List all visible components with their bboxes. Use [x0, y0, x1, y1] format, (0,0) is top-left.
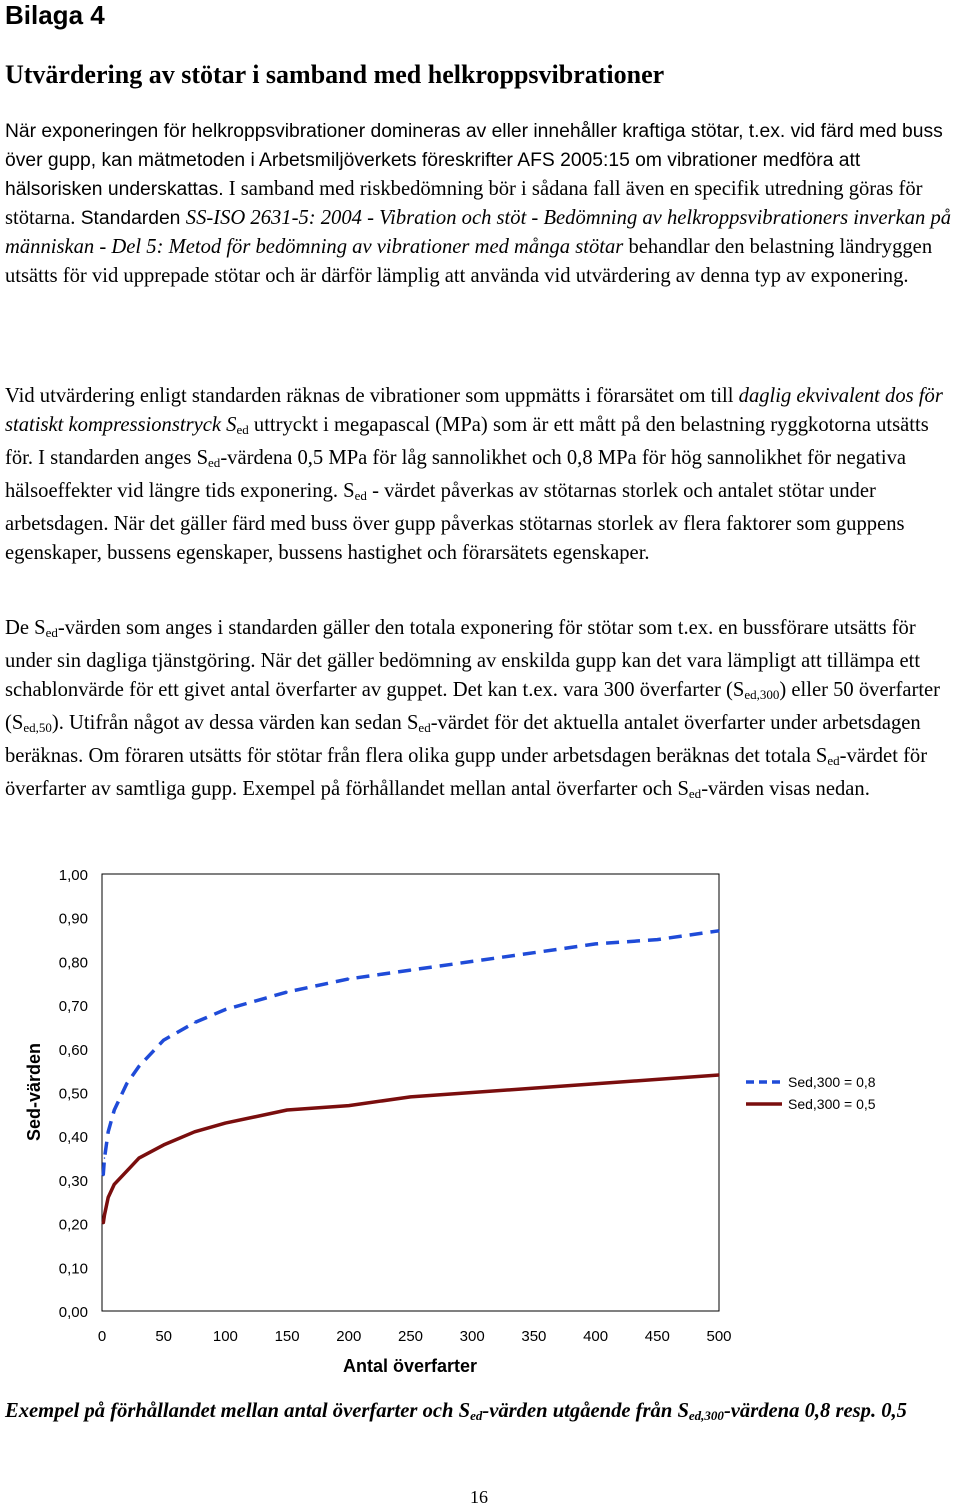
p3-text-16: Exempel på förhållandet mellan antal överfarter och S — [237, 778, 689, 800]
series-1-point — [102, 1175, 104, 1177]
y-tick-label: 0,10 — [58, 1260, 88, 1278]
p2-sub-1: ed — [236, 422, 249, 437]
series-1-point — [138, 1065, 140, 1067]
appendix-label: Bilaga 4 — [5, 0, 105, 30]
paragraph-intro-sentence-3: Standarden — [75, 208, 186, 229]
series-2-point — [348, 1105, 350, 1107]
p2-sub-3: ed — [354, 488, 367, 503]
paragraph-intro — [5, 117, 960, 291]
y-axis — [59, 867, 88, 1321]
y-tick-label: 0,00 — [58, 1304, 88, 1321]
y-tick-label: 0,30 — [58, 1172, 88, 1190]
x-tick-label: 450 — [644, 1328, 670, 1345]
x-axis — [98, 1328, 732, 1345]
p2-text-8: S — [338, 480, 355, 502]
series-1-point — [286, 991, 288, 993]
x-tick-label: 300 — [459, 1328, 485, 1345]
x-tick-label: 150 — [274, 1328, 300, 1345]
y-tick-label: 0,70 — [58, 998, 88, 1016]
standard-title: SS-ISO 2631-5: 2004 - Vibration och stöt - Bedömning av helkroppsvibrationers inverkan på människan - Del 5: Metod för bedömning av vibrationer med många stötar — [5, 207, 952, 258]
x-tick-label: 350 — [521, 1328, 547, 1345]
caption-text-1: Exempel på förhållandet mellan antal överfarter och S — [5, 1400, 471, 1422]
series-2-point — [225, 1122, 227, 1124]
x-axis-label: Antal överfarter — [342, 1356, 478, 1376]
x-tick-label: 0 — [97, 1328, 107, 1345]
y-tick-label: 1,00 — [58, 867, 88, 884]
caption-text-5: -värdena 0,8 resp. 0,5 — [723, 1400, 907, 1422]
series-1-point — [657, 939, 659, 941]
series-2-point — [102, 1223, 104, 1225]
series-1-point — [718, 930, 720, 932]
p2-term: daglig ekvivalent dos för statiskt kompressionstryck S — [5, 385, 943, 436]
series-2-point — [138, 1157, 140, 1159]
paragraph-intro-sentence-5: behandlar den belastning ländryggen utsätts för vid upprepade stötar och är därför lämplig att använda vid utvärdering av denna typ av exponering. — [5, 236, 933, 287]
p3-text-4: När det gäller bedömning av enskilda gupp kan det vara lämpligt att tillämpa ett schablonvärde för ett givet antal överfarter av guppet. — [5, 650, 921, 701]
p3-text-13: Om föraren utsätts för stötar från flera olika gupp under arbetsdagen beräknas det totala S — [83, 745, 828, 767]
p2-text-4: uttryckt i megapascal (MPa) som är ett mått på den belastning ryggkotorna utsätts för. — [5, 414, 929, 469]
legend-label-1: Sed,300 = 0,8 — [788, 1074, 876, 1090]
series-1-point — [595, 943, 597, 945]
paragraph-evaluation — [5, 382, 960, 568]
series-1-point — [163, 1039, 165, 1041]
caption-sub-2: ed — [470, 1408, 483, 1423]
p3-sub-6: ed,300 — [744, 687, 780, 702]
series-2-point — [471, 1092, 473, 1094]
caption-text-3: -värden utgående från S — [482, 1400, 689, 1422]
x-tick-label: 500 — [706, 1328, 732, 1345]
p3-sub-14: ed — [827, 753, 840, 768]
series-1-point — [410, 969, 412, 971]
series-2-point — [126, 1170, 128, 1172]
p2-sub-2: ed — [208, 455, 221, 470]
series-1-point — [533, 952, 535, 954]
series-2-point — [657, 1079, 659, 1081]
p3-sub-11: ed — [418, 720, 431, 735]
series-2-point — [114, 1183, 116, 1185]
x-tick-label: 400 — [583, 1328, 609, 1345]
p3-text-15: -värdet för överfarter av samtliga gupp. — [5, 745, 928, 800]
paragraph-sed-values — [5, 614, 960, 808]
p3-text-1: De S — [5, 617, 46, 639]
legend-label-2: Sed,300 = 0,5 — [788, 1096, 876, 1112]
p3-text-12: -värdet för det aktuella antalet överfarter under arbetsdagen beräknas. — [5, 712, 921, 767]
y-tick-label: 0,50 — [58, 1085, 88, 1103]
series-1-point — [194, 1022, 196, 1024]
series-1-point — [126, 1083, 128, 1085]
series-2-point — [410, 1096, 412, 1098]
y-tick-label: 0,80 — [58, 954, 88, 972]
x-tick-label: 50 — [155, 1328, 173, 1345]
p2-text-5: I standarden anges S — [33, 447, 209, 469]
p3-text-7: ) eller 50 överfarter (S — [5, 679, 941, 734]
p2-text-1: Vid utvärdering enligt standarden räknas de vibrationer som uppmätts i förarsätet om till — [5, 385, 739, 407]
series-2-point — [194, 1131, 196, 1133]
series-1-point — [471, 961, 473, 963]
p2-text-11: När det gäller färd med buss över gupp påverkas stötarnas storlek av flera faktorer som guppens egenskaper, bussens egenskaper, bussens hastighet och förarsätets egenskaper. — [5, 513, 905, 564]
series-1-point — [225, 1009, 227, 1011]
x-tick-label: 200 — [336, 1328, 362, 1345]
series-2-point — [286, 1109, 288, 1111]
sed-chart — [0, 860, 960, 1390]
y-tick-label: 0,60 — [58, 1041, 88, 1059]
series-2-point — [163, 1144, 165, 1146]
series-layer — [102, 930, 719, 1224]
paragraph-intro-sentence-1: När exponeringen för helkroppsvibrationer domineras av eller innehåller kraftiga stötar, t.ex. vid färd med buss över gupp, kan mätmetoden i Arbetsmiljöverkets föreskrifter AFS 2005:15 om vibrationer medföra att hälsorisken underskattas. — [5, 121, 943, 200]
plot-area — [102, 874, 719, 1311]
series-2-point — [595, 1083, 597, 1085]
p3-sub-17: ed — [688, 786, 702, 801]
y-axis-label: Sed-värden — [24, 1042, 44, 1142]
p2-text-10: - värdet påverkas av stötarnas storlek och antalet stötar under arbetsdagen. — [5, 480, 876, 535]
p3-text-9: ). — [51, 712, 64, 734]
p3-text-18: -värden visas nedan. — [701, 778, 870, 800]
p3-sub-8: ed,50 — [23, 720, 52, 735]
paragraph-intro-sentence-2: I samband med riskbedömning bör i sådana fall även en specifik utredning göras för stötarna. — [5, 178, 923, 229]
series-2-point — [104, 1214, 106, 1216]
series-1-point — [348, 978, 350, 980]
p3-text-3: -värden som anges i standarden gäller den totala exponering för stötar som t.ex. en bussförare utsätts för under sin dagliga tjänstgöring. — [5, 617, 916, 672]
x-tick-label: 250 — [397, 1328, 424, 1345]
p3-text-10: Utifrån något av dessa värden kan sedan S — [63, 712, 419, 734]
p3-sub-2: ed — [45, 625, 58, 640]
series-2-point — [718, 1074, 720, 1076]
document-title: Utvärdering av stötar i samband med helkroppsvibrationer — [5, 60, 665, 89]
x-tick-label: 100 — [212, 1328, 238, 1345]
caption-sub-4: ed,300 — [688, 1408, 724, 1423]
series-line-1 — [103, 931, 719, 1176]
y-tick-label: 0,90 — [58, 910, 88, 928]
figure-caption — [5, 1397, 925, 1430]
y-tick-label: 0,40 — [58, 1129, 88, 1147]
series-2-point — [107, 1197, 109, 1199]
y-tick-label: 0,20 — [58, 1216, 88, 1234]
series-1-point — [114, 1109, 116, 1111]
series-1-point — [104, 1157, 106, 1159]
series-1-point — [107, 1131, 109, 1133]
page-number: 16 — [470, 1487, 488, 1507]
p3-text-5: Det kan t.ex. vara 300 överfarter (S — [447, 679, 745, 701]
p2-text-7: -värdena 0,5 MPa för låg sannolikhet och 0,8 MPa för hög sannolikhet för negativa hälsoeffekter vid längre tids exponering. — [5, 447, 907, 502]
series-2-point — [533, 1087, 535, 1089]
